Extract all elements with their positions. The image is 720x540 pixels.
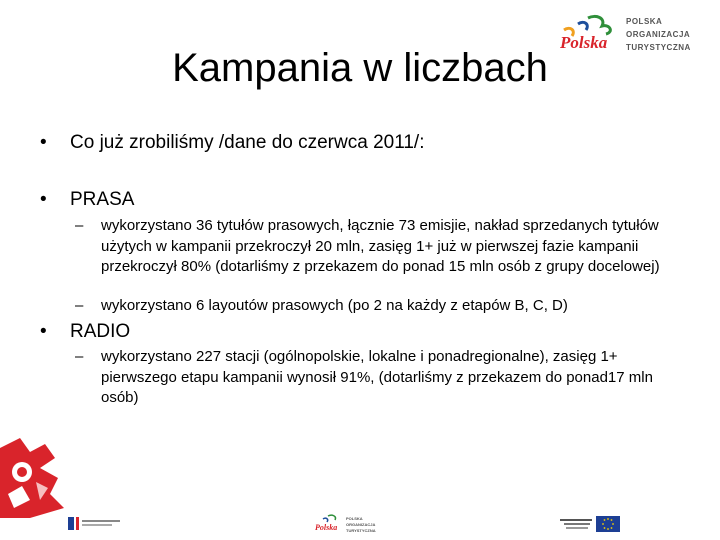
pot-bottom-line-2: ORGANIZACJA [346,522,376,527]
pot-brand-small-text: Polska [315,523,338,532]
pot-logo-bottom [314,514,394,536]
decorative-artwork-icon [0,438,70,518]
dash-mark: – [75,297,84,314]
prasa-item-2 [75,296,685,317]
logo-bar-icon [82,524,112,526]
bullet-mark: • [40,132,47,153]
prasa-item-1 [75,216,685,278]
section-heading-text: PRASA [70,189,135,210]
logo-bar-icon [566,527,588,529]
pot-logo-line-2: ORGANIZACJA [626,30,691,39]
pot-bottom-line-1: POLSKA [346,516,363,521]
eu-flag-icon [596,516,620,532]
section-heading-radio [40,320,130,344]
logo-bar-icon [560,519,592,521]
section-heading-text: RADIO [70,321,131,342]
pot-logo-line-1: POLSKA [626,17,663,26]
pot-logo-line-3: TURYSTYCZNA [626,43,691,52]
flag-stripe-icon [76,517,79,530]
radio-item-1-text: wykorzystano 227 stacji (ogólnopolskie, lokalne i ponadregionalne), zasięg 1+ pierwszego etapu kampanii wynosił 91%, (dotarliśmy z przekazem do ponad17 mln osób) [101,348,653,406]
section-heading-prasa [40,188,134,212]
intro-text: Co już zrobiliśmy /dane do czerwca 2011/: [70,132,425,153]
bullet-mark: • [40,189,47,210]
prasa-item-1-text: wykorzystano 36 tytułów prasowych, łącznie 73 emisjie, nakład sprzedanych tytułów użytych w kampanii przekroczył 20 mln, zasięg 1+ już w pierwszej fazie kampanii przekroczył 80% (dotarliśmy z przekazem do ponad 15 mln osób z grupy docelowej) [101,217,660,275]
eu-fund-logo [560,517,594,531]
intro-bullet [40,131,424,155]
prasa-item-2-text: wykorzystano 6 layoutów prasowych (po 2 na każdy z etapów B, C, D) [101,297,568,314]
pot-emblem-small-icon [314,514,344,534]
dash-mark: – [75,217,84,234]
pot-brand-text: Polska [560,33,608,52]
logo-bar-icon [564,523,590,525]
logo-bar-icon [82,520,120,522]
bullet-mark: • [40,321,47,342]
dash-mark: – [75,348,84,365]
regional-program-logo [68,516,128,532]
pot-bottom-line-3: TURYSTYCZNA [346,528,376,533]
flag-icon [68,517,74,530]
radio-item-1 [75,347,685,409]
slide-title: Kampania w liczbach [172,46,548,90]
